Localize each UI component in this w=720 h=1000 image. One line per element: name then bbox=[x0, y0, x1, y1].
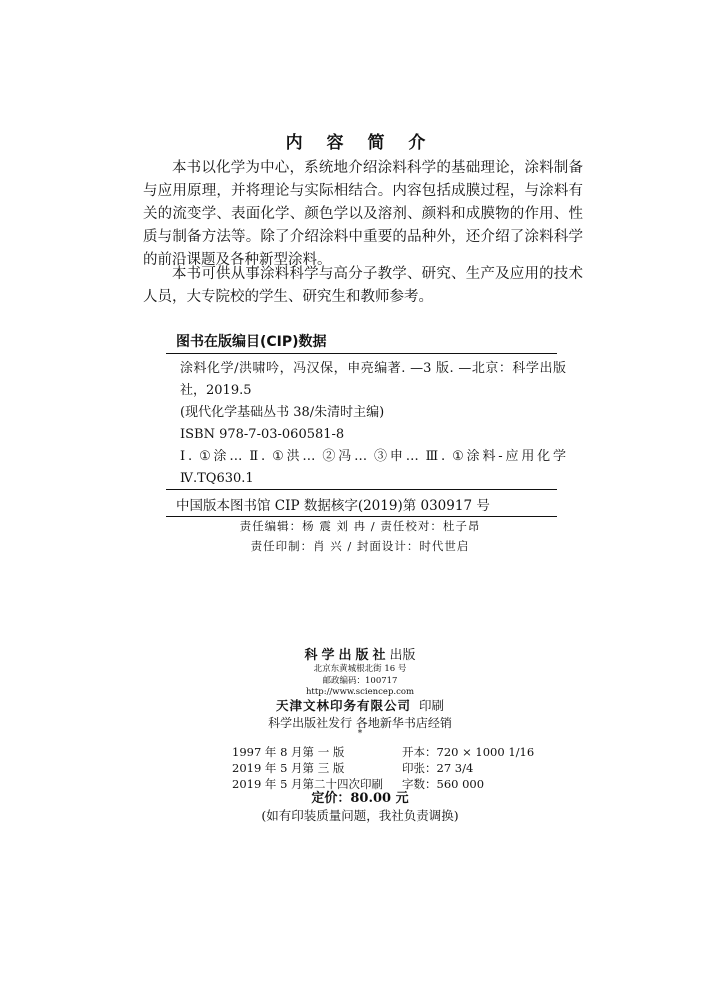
edition-row-left: 2019 年 5 月第 三 版 bbox=[232, 761, 345, 775]
publisher-name bbox=[0, 644, 720, 663]
distribution-line: 科学出版社发行 各地新华书店经销 bbox=[268, 716, 452, 730]
edition-row-left: 1997 年 8 月第 一 版 bbox=[232, 745, 345, 759]
printer-line bbox=[0, 696, 720, 714]
edition-row-right: 开本：720 × 1000 1/16 bbox=[402, 745, 535, 759]
staff-line-1: 责任编辑：杨 震 刘 冉 / 责任校对：杜子昂 bbox=[239, 519, 481, 533]
intro-text-1: 本书以化学为中心，系统地介绍涂料科学的基础理论，涂料制备与应用原理，并将理论与实际相结合。内容包括成膜过程，与涂料有关的流变学、表面化学、颜色学以及溶剂、颜料和成膜物的作用、性质与制备方法等。除了介绍涂料中重要的品种外，还介绍了涂料科学的前沿课题及各种新型涂料。 bbox=[143, 160, 583, 268]
price: 定价：80.00 元 bbox=[311, 791, 409, 806]
staff-line-2: 责任印制：肖 兴 / 封面设计：时代世启 bbox=[250, 539, 470, 553]
publisher-name-text: 科学出版社 bbox=[304, 648, 390, 663]
separator-star: * bbox=[357, 729, 363, 739]
edition-table bbox=[232, 744, 534, 792]
edition-row-right: 印张：27 3/4 bbox=[402, 761, 474, 775]
cip-core-data: 中国版本图书馆 CIP 数据核字(2019)第 030917 号 bbox=[176, 498, 490, 514]
cip-top-rule bbox=[166, 353, 557, 354]
cip-mid-rule bbox=[166, 489, 557, 490]
publisher-address: 北京东黄城根北街 16 号 bbox=[313, 664, 407, 674]
printer-suffix: 印刷 bbox=[419, 698, 445, 713]
publisher-postcode: 邮政编码：100717 bbox=[322, 676, 398, 686]
cip-isbn: ISBN 978-7-03-060581-8 bbox=[180, 427, 345, 442]
edition-row-left: 2019 年 5 月第二十四次印刷 bbox=[232, 777, 384, 791]
edition-row bbox=[232, 760, 534, 776]
cip-title-line: 涂料化学/洪啸吟，冯汉保，申亮编著. —3 版. —北京：科学出版社，2019.5 bbox=[180, 361, 566, 398]
intro-text-2: 本书可供从事涂料科学与高分子教学、研究、生产及应用的技术人员，大专院校的学生、研究生和教师参考。 bbox=[143, 266, 583, 305]
publisher-name-suffix: 出版 bbox=[389, 648, 416, 663]
printer-name: 天津文林印务有限公司 bbox=[275, 698, 411, 713]
intro-paragraph-2 bbox=[143, 263, 583, 309]
cip-heading: 图书在版编目(CIP)数据 bbox=[176, 334, 327, 350]
cip-series-line: (现代化学基础丛书 38/朱清时主编) bbox=[180, 405, 385, 420]
quality-note: (如有印装质量问题，我社负责调换) bbox=[261, 808, 459, 823]
cip-classification: Ⅰ. ①涂… Ⅱ. ①洪… ②冯… ③申… Ⅲ. ①涂料-应用化学 Ⅳ.TQ630.1 bbox=[180, 449, 566, 486]
intro-paragraph-1 bbox=[143, 157, 583, 272]
page-title: 内 容 简 介 bbox=[285, 133, 435, 153]
edition-row bbox=[232, 744, 534, 760]
publisher-url: http://www.sciencep.com bbox=[305, 687, 415, 697]
cip-record bbox=[166, 358, 566, 490]
edition-row-right: 字数：560 000 bbox=[402, 777, 485, 791]
